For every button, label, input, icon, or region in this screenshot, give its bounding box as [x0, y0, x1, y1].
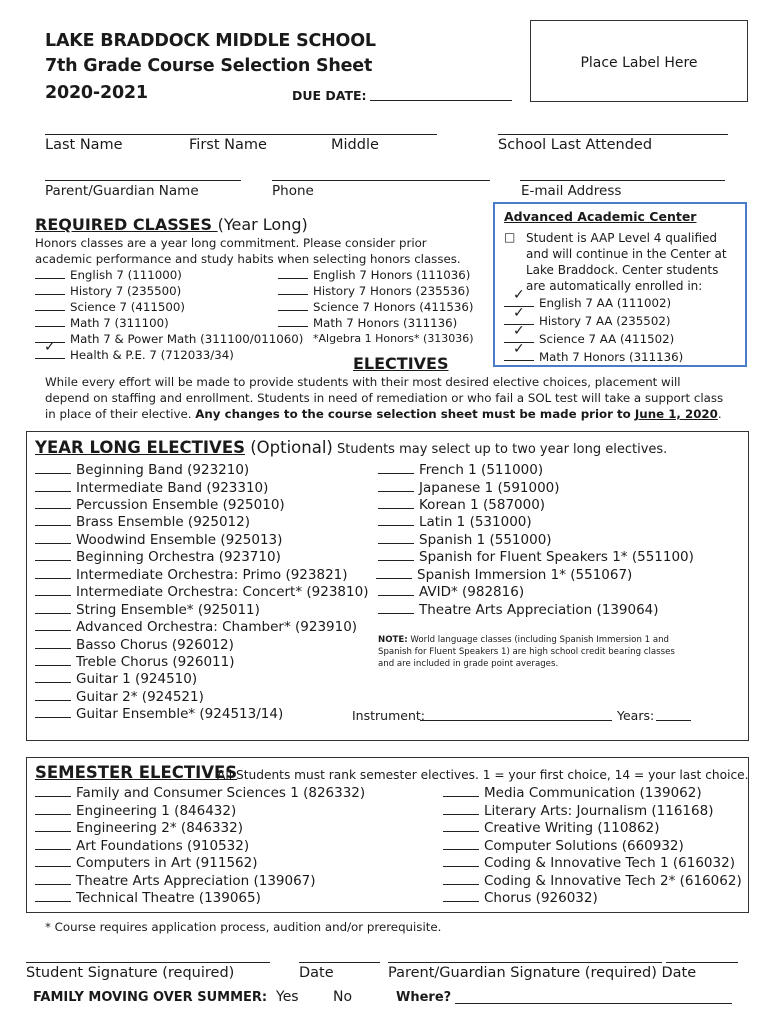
selection-blank[interactable]	[443, 804, 479, 815]
list-item[interactable]: Computer Solutions (660932)	[443, 838, 684, 854]
aac-checkbox-icon[interactable]: □	[504, 230, 516, 244]
where-label: Where?	[396, 990, 452, 1005]
aac-math-7-honors[interactable]: ✓ Math 7 Honors (311136)	[504, 350, 683, 364]
list-item[interactable]: Guitar Ensemble* (924513/14)	[35, 706, 283, 722]
selection-blank[interactable]	[504, 341, 534, 361]
list-item[interactable]: Literary Arts: Journalism (116168)	[443, 803, 713, 819]
selection-blank[interactable]	[35, 856, 71, 867]
check-mark-icon: ✓	[513, 341, 525, 357]
selection-blank[interactable]	[443, 839, 479, 850]
date-label: Date	[299, 965, 334, 981]
check-mark-icon: ✓	[513, 287, 525, 303]
selection-blank[interactable]	[278, 316, 308, 327]
selection-blank[interactable]	[443, 821, 479, 832]
list-item[interactable]: Korean 1 (587000)	[378, 497, 545, 513]
selection-blank[interactable]	[378, 603, 414, 614]
list-item[interactable]: Intermediate Orchestra: Primo (923821)	[35, 567, 348, 583]
list-item[interactable]: French 1 (511000)	[378, 462, 543, 478]
electives-heading: ELECTIVES	[353, 354, 449, 373]
moving-no-option[interactable]: No	[333, 989, 353, 1005]
instrument-label: Instrument:	[352, 708, 425, 723]
selection-blank[interactable]	[35, 603, 71, 614]
parent-signature-label: Parent/Guardian Signature (required) Date	[388, 965, 697, 981]
selection-blank[interactable]	[35, 804, 71, 815]
selection-blank[interactable]	[35, 339, 65, 359]
world-language-note: NOTE: World language classes (including Spanish Immersion 1 and Spanish for Fluent Speakers 1) are high school credit bearing classes and are included in grade point averages.	[378, 635, 675, 669]
list-item[interactable]: Creative Writing (110862)	[443, 820, 659, 836]
selection-blank[interactable]	[35, 707, 71, 718]
selection-blank[interactable]	[35, 690, 71, 701]
list-item[interactable]: Media Communication (139062)	[443, 785, 702, 801]
required-health-pe-7[interactable]: ✓ Health & P.E. 7 (712033/34)	[35, 348, 234, 362]
list-item[interactable]: Brass Ensemble (925012)	[35, 514, 250, 530]
required-classes-subtitle: (Year Long)	[217, 215, 308, 234]
phone-label: Phone	[272, 183, 314, 199]
selection-blank[interactable]	[378, 533, 414, 544]
school-name: LAKE BRADDOCK MIDDLE SCHOOL	[45, 31, 376, 51]
semester-instruction: All Students must rank semester electives. 1 = your first choice, 14 = your last choice.	[217, 768, 749, 782]
list-item[interactable]: Coding & Innovative Tech 2* (616062)	[443, 873, 742, 889]
parent-name-field[interactable]	[45, 180, 241, 181]
years-field[interactable]	[656, 720, 691, 721]
aac-title: Advanced Academic Center	[504, 209, 697, 224]
list-item[interactable]: Beginning Band (923210)	[35, 462, 249, 478]
list-item[interactable]: Japanese 1 (591000)	[378, 480, 560, 496]
aac-english-7[interactable]: ✓ English 7 AA (111002)	[504, 296, 671, 310]
selection-blank[interactable]	[35, 786, 71, 797]
deadline-date: June 1, 2020	[634, 407, 718, 421]
selection-blank[interactable]	[35, 550, 71, 561]
first-name-label: First Name	[189, 137, 267, 153]
list-item[interactable]: Guitar 2* (924521)	[35, 689, 204, 705]
list-item[interactable]: Guitar 1 (924510)	[35, 671, 197, 687]
selection-blank[interactable]	[378, 498, 414, 509]
required-science-7[interactable]: Science 7 (411500)	[35, 300, 185, 314]
label-box-text: Place Label Here	[580, 55, 698, 71]
moving-yes-option[interactable]: Yes	[276, 989, 299, 1005]
aac-box	[493, 202, 747, 367]
selection-blank[interactable]	[443, 786, 479, 797]
selection-blank[interactable]	[35, 568, 71, 579]
list-item[interactable]: Spanish for Fluent Speakers 1* (551100)	[378, 549, 694, 565]
selection-blank[interactable]	[35, 672, 71, 683]
required-english-7[interactable]: English 7 (111000)	[35, 268, 182, 282]
selection-blank[interactable]	[378, 585, 414, 596]
list-item[interactable]: Technical Theatre (139065)	[35, 890, 261, 906]
list-item[interactable]: Coding & Innovative Tech 1 (616032)	[443, 855, 735, 871]
aac-science-7[interactable]: ✓ Science 7 AA (411502)	[504, 332, 674, 346]
selection-blank[interactable]	[378, 481, 414, 492]
selection-blank[interactable]	[35, 498, 71, 509]
required-algebra-1-honors[interactable]: *Algebra 1 Honors* (313036)	[313, 332, 474, 345]
student-date-field[interactable]	[299, 962, 380, 963]
selection-blank[interactable]	[378, 463, 414, 474]
list-item[interactable]: Art Foundations (910532)	[35, 838, 249, 854]
selection-blank[interactable]	[35, 874, 71, 885]
label-box	[530, 20, 748, 102]
required-math-7-honors[interactable]: Math 7 Honors (311136)	[278, 316, 457, 330]
list-item[interactable]: AVID* (982816)	[378, 584, 524, 600]
list-item[interactable]: Spanish 1 (551000)	[378, 532, 552, 548]
list-item[interactable]: Engineering 1 (846432)	[35, 803, 236, 819]
selection-blank[interactable]	[378, 515, 414, 526]
selection-blank[interactable]	[278, 284, 308, 295]
required-history-7-honors[interactable]: History 7 Honors (235536)	[278, 284, 470, 298]
due-date-field[interactable]	[370, 100, 512, 101]
electives-note-1: While every effort will be made to provide students with their most desired elective choices, placement will	[45, 375, 681, 389]
list-item[interactable]: Percussion Ensemble (925010)	[35, 497, 285, 513]
phone-field[interactable]	[272, 180, 490, 181]
list-item[interactable]: Treble Chorus (926011)	[35, 654, 234, 670]
check-mark-icon: ✓	[513, 323, 525, 339]
selection-blank[interactable]	[376, 568, 412, 579]
semester-title: SEMESTER ELECTIVES	[35, 763, 238, 782]
check-mark-icon: ✓	[513, 305, 525, 321]
selection-blank[interactable]	[35, 533, 71, 544]
school-last-attended-label: School Last Attended	[498, 137, 653, 153]
selection-blank[interactable]	[35, 585, 71, 596]
list-item[interactable]: String Ensemble* (925011)	[35, 602, 260, 618]
years-label: Years:	[617, 708, 655, 723]
required-classes-heading	[35, 215, 308, 234]
year-long-title: YEAR LONG ELECTIVES	[35, 438, 245, 457]
list-item[interactable]: Theatre Arts Appreciation (139067)	[35, 873, 316, 889]
list-item[interactable]: Advanced Orchestra: Chamber* (923910)	[35, 619, 357, 635]
selection-blank[interactable]	[35, 316, 65, 327]
aac-description: Student is AAP Level 4 qualified and will continue in the Center at Lake Braddock. Center students are automatically enrolled in:	[526, 231, 727, 293]
selection-blank[interactable]	[443, 874, 479, 885]
where-field[interactable]	[455, 1003, 732, 1004]
required-math-7[interactable]: Math 7 (311100)	[35, 316, 169, 330]
selection-blank[interactable]	[278, 268, 308, 279]
email-label: E-mail Address	[521, 183, 622, 199]
school-last-attended-field[interactable]	[498, 134, 728, 135]
parent-signature-field[interactable]	[388, 962, 662, 963]
check-mark-icon: ✓	[44, 339, 56, 355]
selection-blank[interactable]	[35, 268, 65, 279]
required-science-7-honors[interactable]: Science 7 Honors (411536)	[278, 300, 474, 314]
moving-label: FAMILY MOVING OVER SUMMER:	[33, 990, 268, 1005]
honors-note-2: academic performance and study habits when selecting honors classes.	[35, 252, 461, 266]
list-item[interactable]: Woodwind Ensemble (925013)	[35, 532, 282, 548]
selection-blank[interactable]	[35, 891, 71, 902]
list-item[interactable]: Family and Consumer Sciences 1 (826332)	[35, 785, 365, 801]
electives-note-3: in place of their elective. Any changes to the course selection sheet must be made prior to June 1, 2020.	[45, 407, 722, 421]
selection-blank[interactable]	[443, 891, 479, 902]
required-history-7[interactable]: History 7 (235500)	[35, 284, 181, 298]
middle-label: Middle	[331, 137, 379, 153]
list-item[interactable]: Theatre Arts Appreciation (139064)	[378, 602, 659, 618]
prerequisite-footnote: * Course requires application process, audition and/or prerequisite.	[45, 920, 442, 934]
required-math-7-power[interactable]: Math 7 & Power Math (311100/011060)	[35, 332, 303, 346]
selection-blank[interactable]	[35, 620, 71, 631]
last-name-label: Last Name	[45, 137, 123, 153]
aac-history-7[interactable]: ✓ History 7 AA (235502)	[504, 314, 670, 328]
selection-blank[interactable]	[35, 481, 71, 492]
selection-blank[interactable]	[443, 856, 479, 867]
parent-name-label: Parent/Guardian Name	[45, 183, 199, 199]
semester-heading	[35, 763, 237, 782]
selection-blank[interactable]	[378, 550, 414, 561]
year-long-heading: YEAR LONG ELECTIVES (Optional) Students may select up to two year long electives.	[35, 438, 668, 457]
sheet-title: 7th Grade Course Selection Sheet	[45, 56, 373, 76]
student-signature-field[interactable]	[26, 962, 270, 963]
instrument-field[interactable]	[420, 720, 612, 721]
list-item[interactable]: Beginning Orchestra (923710)	[35, 549, 281, 565]
parent-date-field[interactable]	[666, 962, 738, 963]
list-item[interactable]: Computers in Art (911562)	[35, 855, 257, 871]
required-classes-title: REQUIRED CLASSES	[35, 215, 218, 234]
year-long-instruction: Students may select up to two year long electives.	[332, 442, 668, 457]
list-item[interactable]: Chorus (926032)	[443, 890, 598, 906]
selection-blank[interactable]	[35, 821, 71, 832]
selection-blank[interactable]	[35, 284, 65, 295]
school-year: 2020-2021	[45, 83, 148, 103]
selection-blank[interactable]	[35, 638, 71, 649]
required-english-7-honors[interactable]: English 7 Honors (111036)	[278, 268, 470, 282]
list-item[interactable]: Intermediate Band (923310)	[35, 480, 268, 496]
electives-note-2: depend on staffing and enrollment. Students in need of remediation or who fail a SOL test will take a support class	[45, 391, 724, 405]
list-item[interactable]: Spanish Immersion 1* (551067)	[376, 567, 632, 583]
list-item[interactable]: Latin 1 (531000)	[378, 514, 532, 530]
list-item[interactable]: Intermediate Orchestra: Concert* (923810)	[35, 584, 368, 600]
student-signature-label: Student Signature (required)	[26, 965, 235, 981]
honors-note-1: Honors classes are a year long commitment. Please consider prior	[35, 236, 427, 250]
selection-blank[interactable]	[35, 655, 71, 666]
selection-blank[interactable]	[35, 300, 65, 311]
list-item[interactable]: Basso Chorus (926012)	[35, 637, 234, 653]
selection-blank[interactable]	[278, 300, 308, 311]
due-date-label: DUE DATE:	[292, 88, 367, 103]
list-item[interactable]: Engineering 2* (846332)	[35, 820, 243, 836]
student-name-field[interactable]	[45, 134, 437, 135]
selection-blank[interactable]	[35, 515, 71, 526]
selection-blank[interactable]	[35, 839, 71, 850]
selection-blank[interactable]	[35, 463, 71, 474]
email-field[interactable]	[520, 180, 725, 181]
